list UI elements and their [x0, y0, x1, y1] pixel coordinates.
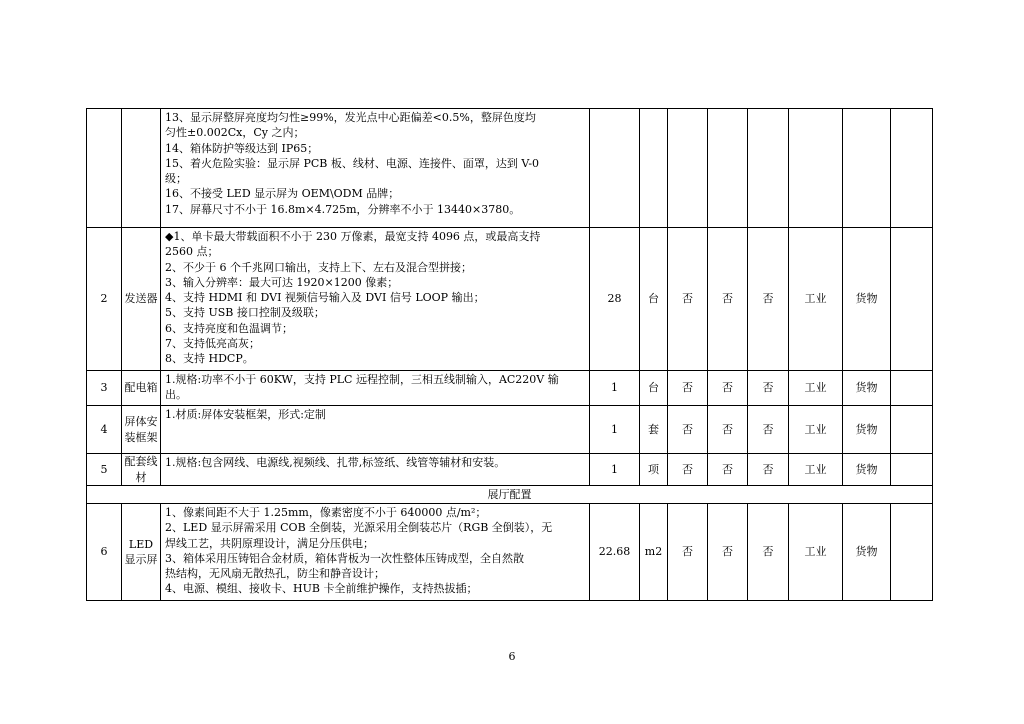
- description-line: 4、支持 HDMI 和 DVI 视频信号输入及 DVI 信号 LOOP 输出；: [165, 291, 485, 305]
- description-line: 1.规格:功率不小于 60KW，支持 PLC 远程控制，三相五线制输入，AC220V 输: [165, 373, 559, 386]
- table-row: [87, 109, 933, 228]
- item-number: 4: [87, 406, 122, 454]
- item-flag-3: 否: [748, 371, 789, 406]
- item-unit: 套: [640, 406, 668, 454]
- item-category: 货物: [843, 454, 891, 486]
- table-row: [87, 406, 933, 454]
- description-line: 热结构，无风扇无散热孔，防尘和静音设计；: [165, 567, 385, 581]
- item-remark: [891, 371, 933, 406]
- item-industry: [789, 109, 843, 228]
- item-unit: 台: [640, 371, 668, 406]
- item-name: 配套线材: [122, 454, 161, 486]
- item-industry: 工业: [789, 504, 843, 601]
- item-flag-3: 否: [748, 228, 789, 371]
- item-name: 屏体安装框架: [122, 406, 161, 454]
- item-quantity: 1: [590, 454, 640, 486]
- item-flag-1: 否: [668, 228, 708, 371]
- item-category: [843, 109, 891, 228]
- item-description: [161, 228, 590, 371]
- item-description: [161, 454, 590, 486]
- item-flag-3: 否: [748, 454, 789, 486]
- item-industry: 工业: [789, 454, 843, 486]
- item-flag-1: [668, 109, 708, 228]
- item-name: 发送器: [122, 228, 161, 371]
- description-line: 14、箱体防护等级达到 IP65；: [165, 141, 319, 155]
- item-name: [122, 109, 161, 228]
- description-line: 2、不少于 6 个千兆网口输出，支持上下、左右及混合型拼接；: [165, 260, 472, 274]
- item-number: 2: [87, 228, 122, 371]
- description-line: 5、支持 USB 接口控制及级联；: [165, 306, 325, 320]
- spec-table: [86, 108, 933, 601]
- item-description: [161, 406, 590, 454]
- item-remark: [891, 406, 933, 454]
- item-number: [87, 109, 122, 228]
- item-name: LED显示屏: [122, 504, 161, 601]
- description-line: 2、LED 显示屏需采用 COB 全倒装，光源采用全倒装芯片（RGB 全倒装），无: [165, 521, 553, 535]
- item-flag-2: 否: [708, 228, 748, 371]
- item-remark: [891, 109, 933, 228]
- item-flag-1: 否: [668, 454, 708, 486]
- item-number: 3: [87, 371, 122, 406]
- item-remark: [891, 454, 933, 486]
- description-line: 15、着火危险实验：显示屏 PCB 板、线材、电源、连接件、面罩，达到 V-0: [165, 156, 540, 170]
- item-category: 货物: [843, 406, 891, 454]
- item-category: 货物: [843, 504, 891, 601]
- table-row: [87, 454, 933, 486]
- item-description: [161, 504, 590, 601]
- table-row: [87, 504, 933, 601]
- description-line: 焊线工艺，共阴原理设计，满足分压供电；: [165, 536, 374, 550]
- item-flag-3: 否: [748, 504, 789, 601]
- description-line: 13、显示屏整屏亮度均匀性≥99%，发光点中心距偏差<0.5%，整屏色度均: [165, 111, 536, 124]
- item-quantity: 22.68: [590, 504, 640, 601]
- description-line: 6、支持亮度和色温调节；: [165, 321, 293, 335]
- item-flag-2: 否: [708, 504, 748, 601]
- section-header-row: [87, 486, 933, 504]
- description-line: 3、输入分辨率：最大可达 1920×1200 像素；: [165, 275, 399, 289]
- item-industry: 工业: [789, 406, 843, 454]
- item-description: [161, 109, 590, 228]
- item-flag-3: [748, 109, 789, 228]
- item-unit: 台: [640, 228, 668, 371]
- item-number: 5: [87, 454, 122, 486]
- item-flag-1: 否: [668, 371, 708, 406]
- description-line: 1.材质:屏体安装框架，形式:定制: [165, 408, 326, 421]
- item-flag-2: 否: [708, 371, 748, 406]
- item-remark: [891, 504, 933, 601]
- item-unit: m2: [640, 504, 668, 601]
- item-quantity: 1: [590, 406, 640, 454]
- item-category: 货物: [843, 228, 891, 371]
- description-line: 级；: [165, 172, 187, 186]
- table-row: [87, 228, 933, 371]
- table-row: [87, 371, 933, 406]
- item-unit: 项: [640, 454, 668, 486]
- description-line: 17、屏幕尺寸不小于 16.8m×4.725m，分辨率不小于 13440×3780。: [165, 202, 521, 216]
- item-flag-2: 否: [708, 406, 748, 454]
- section-title: 展厅配置: [87, 486, 933, 504]
- description-line: 匀性±0.002Cx，Cy 之内；: [165, 126, 305, 140]
- description-line: 1、像素间距不大于 1.25mm，像素密度不小于 640000 点/m²；: [165, 506, 487, 519]
- description-line: 2560 点；: [165, 245, 219, 259]
- item-quantity: [590, 109, 640, 228]
- item-flag-2: 否: [708, 454, 748, 486]
- item-name: 配电箱: [122, 371, 161, 406]
- item-description: [161, 371, 590, 406]
- item-flag-2: [708, 109, 748, 228]
- description-line: 1.规格:包含网线、电源线,视频线、扎带,标签纸、线管等辅材和安装。: [165, 456, 506, 469]
- item-industry: 工业: [789, 228, 843, 371]
- item-remark: [891, 228, 933, 371]
- item-quantity: 28: [590, 228, 640, 371]
- item-unit: [640, 109, 668, 228]
- description-line: 8、支持 HDCP。: [165, 352, 254, 366]
- description-line: 4、电源、模组、接收卡、HUB 卡全前维护操作，支持热拔插；: [165, 582, 478, 596]
- item-quantity: 1: [590, 371, 640, 406]
- description-line: ◆1、单卡最大带载面积不小于 230 万像素，最宽支持 4096 点，或最高支持: [165, 230, 541, 243]
- description-line: 16、不接受 LED 显示屏为 OEM\ODM 品牌；: [165, 187, 400, 201]
- item-industry: 工业: [789, 371, 843, 406]
- item-number: 6: [87, 504, 122, 601]
- item-category: 货物: [843, 371, 891, 406]
- description-line: 3、箱体采用压铸铝合金材质，箱体背板为一次性整体压铸成型，全自然散: [165, 551, 524, 565]
- description-line: 7、支持低亮高灰；: [165, 337, 260, 351]
- page-number: 6: [508, 650, 516, 663]
- item-flag-3: 否: [748, 406, 789, 454]
- item-flag-1: 否: [668, 406, 708, 454]
- item-flag-1: 否: [668, 504, 708, 601]
- description-line: 出。: [165, 388, 187, 402]
